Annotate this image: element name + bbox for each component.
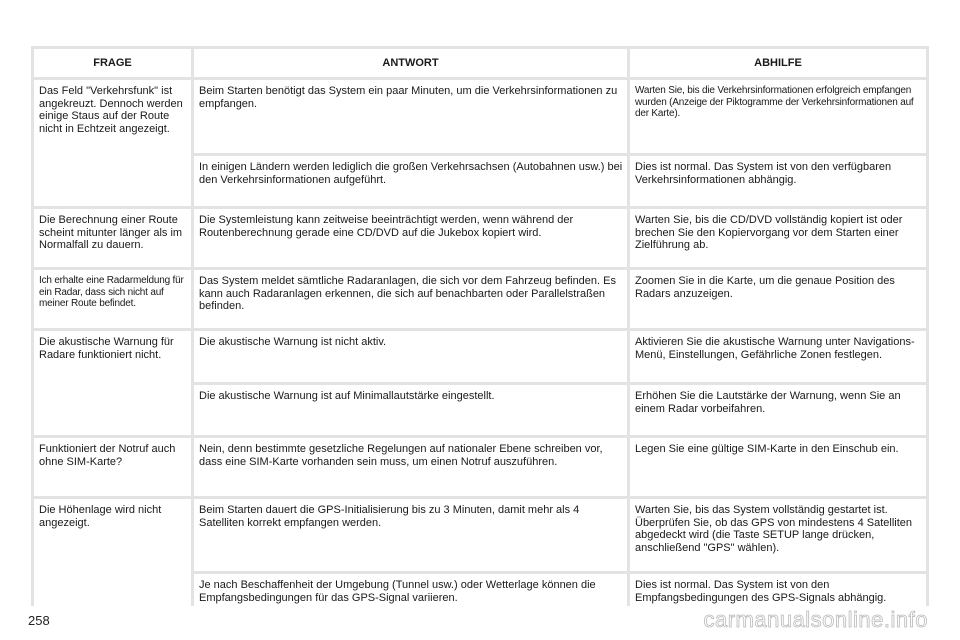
solution-cell: Legen Sie eine gültige SIM-Karte in den Einschub ein. — [630, 438, 926, 496]
solution-cell: Zoomen Sie in die Karte, um die genaue Position des Radars anzuzeigen. — [630, 270, 926, 328]
solution-cell: Warten Sie, bis die Verkehrsinformationen erfolgreich empfangen wurden (Anzeige der Piktogramme der Verkehrsinformationen auf der Karte). — [630, 80, 926, 153]
watermark-logo: carmanualsonline.info — [703, 607, 928, 632]
answer-cell: Nein, denn bestimmte gesetzliche Regelungen auf nationaler Ebene schreiben vor, dass eine SIM-Karte vorhanden sein muss, um einen Notruf auszuführen. — [194, 438, 627, 496]
table-row — [34, 331, 926, 382]
question-cell: Ich erhalte eine Radarmeldung für ein Radar, dass sich nicht auf meiner Route befindet. — [34, 270, 191, 328]
solution-cell: Dies ist normal. Das System ist von den Empfangsbedingungen des GPS-Signals abhängig. — [630, 574, 926, 630]
question-cell: Die Höhenlage wird nicht angezeigt. — [34, 499, 191, 630]
question-cell: Die akustische Warnung für Radare funktioniert nicht. — [34, 331, 191, 435]
solution-cell: Warten Sie, bis die CD/DVD vollständig kopiert ist oder brechen Sie den Kopiervorgang vor dem Starten einer Zielführung ab. — [630, 209, 926, 267]
answer-cell: Die Systemleistung kann zeitweise beeinträchtigt werden, wenn während der Routenberechnung gerade eine CD/DVD auf die Jukebox kopiert wird. — [194, 209, 627, 267]
answer-cell: Das System meldet sämtliche Radaranlagen, die sich vor dem Fahrzeug befinden. Es kann auch Radaranlagen erkennen, die sich auf benachbarten oder Parallelstraßen befinden. — [194, 270, 627, 328]
table-row — [34, 270, 926, 328]
table-row — [34, 499, 926, 571]
header-frage: FRAGE — [34, 49, 191, 77]
faq-table — [31, 46, 929, 633]
table-row — [34, 209, 926, 267]
question-cell: Funktioniert der Notruf auch ohne SIM-Karte? — [34, 438, 191, 496]
answer-cell: In einigen Ländern werden lediglich die großen Verkehrsachsen (Autobahnen usw.) bei den Verkehrsinformationen aufgeführt. — [194, 156, 627, 206]
question-cell: Die Berechnung einer Route scheint mitunter länger als im Normalfall zu dauern. — [34, 209, 191, 267]
table-row — [34, 80, 926, 153]
answer-cell: Je nach Beschaffenheit der Umgebung (Tunnel usw.) oder Wetterlage können die Empfangsbedingungen für das GPS-Signal variieren. — [194, 574, 627, 630]
header-antwort: ANTWORT — [194, 49, 627, 77]
solution-cell: Dies ist normal. Das System ist von den verfügbaren Verkehrsinformationen abhängig. — [630, 156, 926, 206]
header-abhilfe: ABHILFE — [630, 49, 926, 77]
table-row — [34, 438, 926, 496]
answer-cell: Die akustische Warnung ist auf Minimallautstärke eingestellt. — [194, 385, 627, 435]
answer-cell: Die akustische Warnung ist nicht aktiv. — [194, 331, 627, 382]
solution-cell: Erhöhen Sie die Lautstärke der Warnung, wenn Sie an einem Radar vorbeifahren. — [630, 385, 926, 435]
solution-cell: Aktivieren Sie die akustische Warnung unter Navigations-Menü, Einstellungen, Gefährliche Zonen festlegen. — [630, 331, 926, 382]
solution-cell: Warten Sie, bis das System vollständig gestartet ist. Überprüfen Sie, ob das GPS von mindestens 4 Satelliten abgedeckt wird (die Taste SETUP lange drücken, anschließend "GPS" wählen). — [630, 499, 926, 571]
page-number: 258 — [28, 613, 50, 628]
answer-cell: Beim Starten dauert die GPS-Initialisierung bis zu 3 Minuten, damit mehr als 4 Satelliten korrekt empfangen werden. — [194, 499, 627, 571]
header-row — [34, 49, 926, 77]
question-cell: Das Feld "Verkehrsfunk" ist angekreuzt. Dennoch werden einige Staus auf der Route nicht in Echtzeit angezeigt. — [34, 80, 191, 206]
answer-cell: Beim Starten benötigt das System ein paar Minuten, um die Verkehrsinformationen zu empfangen. — [194, 80, 627, 153]
